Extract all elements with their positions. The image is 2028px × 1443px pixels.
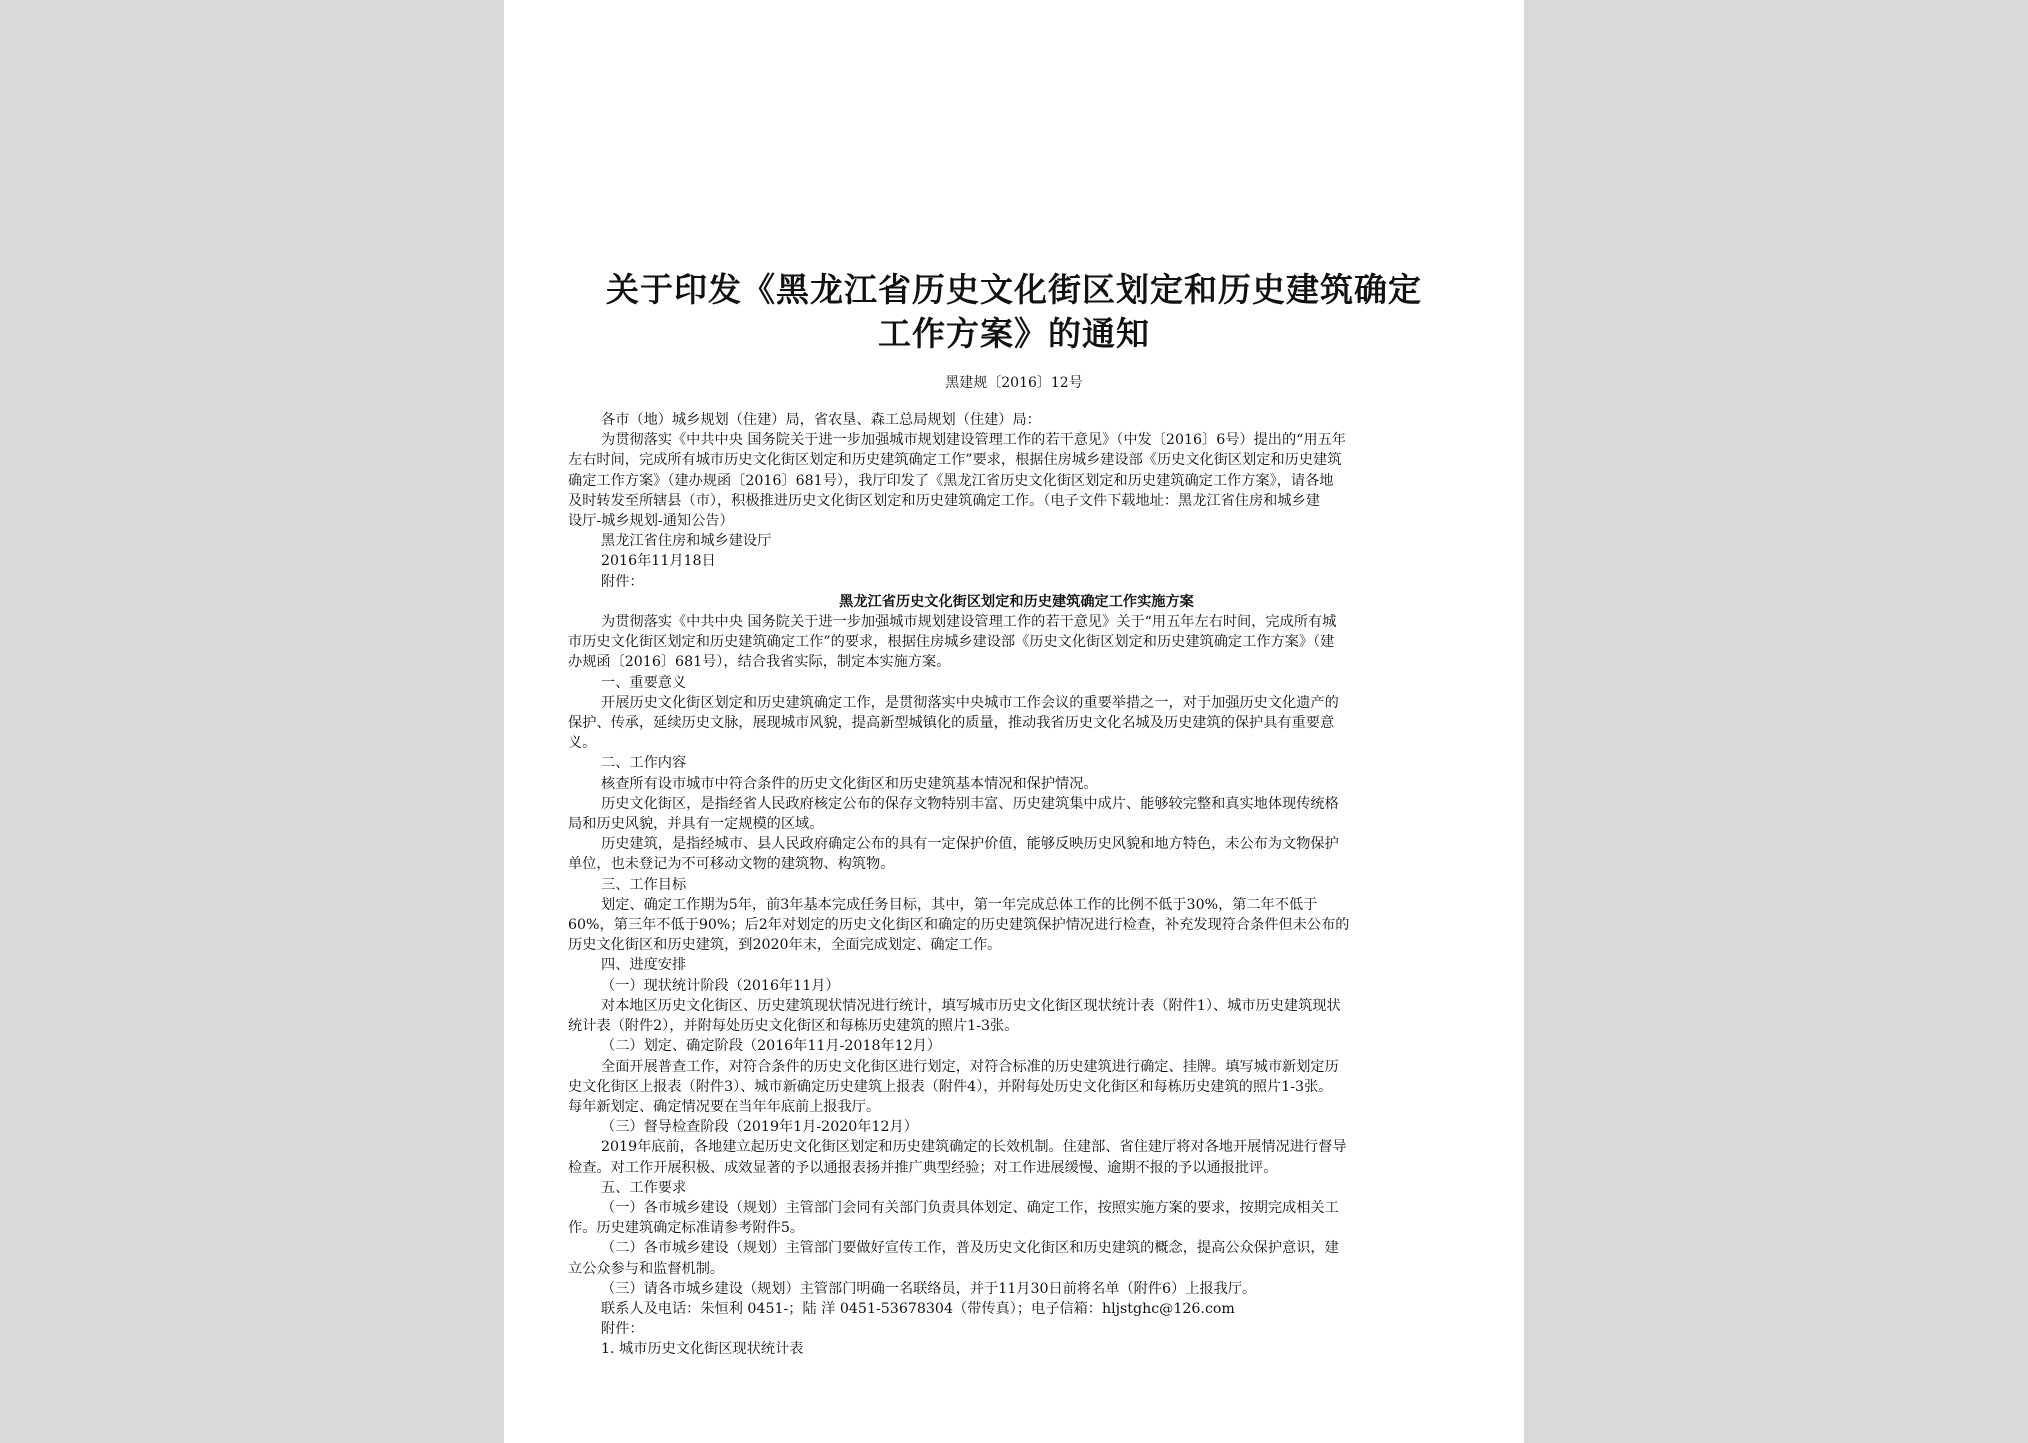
body-line: 历史文化街区，是指经省人民政府核定公布的保存文物特别丰富、历史建筑集中成片、能够较完整和真实地体现传统格	[601, 795, 1339, 812]
body-line: 各市（地）城乡规划（住建）局，省农垦、森工总局规划（住建）局：	[601, 412, 1041, 428]
body-line: 保护、传承，延续历史文脉，展现城市风貌，提高新型城镇化的质量，推动我省历史文化名城及历史建筑的保护具有重要意	[568, 715, 1335, 732]
title-line-2: 工作方案》的通知	[878, 314, 1150, 353]
body-line: 2019年底前，各地建立起历史文化街区划定和历史建筑确定的长效机制。住建部、省住建厅将对各地开展情况进行督导	[601, 1139, 1347, 1156]
body-line: 办规函〔2016〕681号），结合我省实际，制定本实施方案。	[568, 654, 951, 671]
body-line: 核查所有设市城市中符合条件的历史文化街区和历史建筑基本情况和保护情况。	[601, 775, 1098, 792]
body-line: （二）各市城乡建设（规划）主管部门要做好宣传工作，普及历史文化街区和历史建筑的概念，提高公众保护意识，建	[601, 1240, 1339, 1257]
section-heading: 黑龙江省历史文化街区划定和历史建筑确定工作实施方案	[839, 593, 1194, 610]
body-line: 三、工作目标	[601, 876, 687, 893]
title-line-1: 关于印发《黑龙江省历史文化街区划定和历史建筑确定	[606, 270, 1422, 309]
body-line: 及时转发至所辖县（市），积极推进历史文化街区划定和历史建筑确定工作。（电子文件下载地址：黑龙江省住房和城乡建	[568, 492, 1320, 509]
document-title	[504, 268, 1524, 356]
body-line: 黑龙江省住房和城乡建设厅	[601, 533, 772, 550]
body-line: 二、工作内容	[601, 755, 687, 772]
body-line: 作。历史建筑确定标准请参考附件5。	[568, 1220, 805, 1237]
body-line: （三）督导检查阶段（2019年1月-2020年12月）	[601, 1119, 918, 1136]
body-line: 开展历史文化街区划定和历史建筑确定工作，是贯彻落实中央城市工作会议的重要举措之一，对于加强历史文化遗产的	[601, 694, 1339, 711]
body-line: （二）划定、确定阶段（2016年11月-2018年12月）	[601, 1038, 942, 1055]
body-line: 左右时间，完成所有城市历史文化街区划定和历史建筑确定工作”要求，根据住房城乡建设部《历史文化街区划定和历史建筑	[568, 452, 1342, 469]
body-line: 60%，第三年不低于90%；后2年对划定的历史文化街区和确定的历史建筑保护情况进行检查，补充发现符合条件但未公布的	[568, 917, 1350, 934]
body-line: 附件：	[601, 1321, 644, 1338]
body-line: 2016年11月18日	[601, 553, 716, 570]
body-line: 五、工作要求	[601, 1179, 687, 1196]
body-line: 每年新划定、确定情况要在当年年底前上报我厅。	[568, 1098, 881, 1115]
body-line: 划定、确定工作期为5年，前3年基本完成任务目标，其中，第一年完成总体工作的比例不低于30%，第二年不低于	[601, 896, 1318, 913]
document-page	[504, 0, 1524, 1443]
body-line: 义。	[568, 735, 597, 752]
body-line: 确定工作方案》（建办规函〔2016〕681号），我厅印发了《黑龙江省历史文化街区划定和历史建筑确定工作方案》，请各地	[568, 472, 1334, 489]
body-line: 历史文化街区和历史建筑，到2020年末，全面完成划定、确定工作。	[568, 937, 1002, 954]
body-line: 单位，也未登记为不可移动文物的建筑物、构筑物。	[568, 856, 895, 873]
body-line: 市历史文化街区划定和历史建筑确定工作”的要求，根据住房城乡建设部《历史文化街区划定和历史建筑确定工作方案》（建	[568, 634, 1335, 651]
body-line: （一）各市城乡建设（规划）主管部门会同有关部门负责具体划定、确定工作，按照实施方案的要求，按期完成相关工	[601, 1199, 1339, 1216]
body-line: 附件：	[601, 573, 644, 590]
body-line: 1. 城市历史文化街区现状统计表	[601, 1341, 804, 1358]
body-line: 对本地区历史文化街区、历史建筑现状情况进行统计，填写城市历史文化街区现状统计表（附件1）、城市历史建筑现状	[601, 997, 1341, 1014]
body-line: 史文化街区上报表（附件3）、城市新确定历史建筑上报表（附件4），并附每处历史文化街区和每栋历史建筑的照片1-3张。	[568, 1078, 1333, 1095]
body-line: 一、重要意义	[601, 674, 687, 691]
body-line: 检查。对工作开展积极、成效显著的予以通报表扬并推广典型经验；对工作进展缓慢、逾期不报的予以通报批评。	[568, 1159, 1278, 1176]
body-line: （一）现状统计阶段（2016年11月）	[601, 977, 840, 994]
body-line: 全面开展普查工作，对符合条件的历史文化街区进行划定，对符合标准的历史建筑进行确定、挂牌。填写城市新划定历	[601, 1058, 1339, 1075]
document-body	[568, 410, 1465, 1360]
body-line: 四、进度安排	[601, 957, 687, 974]
body-line: 设厅-城乡规划-通知公告）	[568, 513, 734, 530]
body-line: 为贯彻落实《中共中央 国务院关于进一步加强城市规划建设管理工作的若干意见》（中发〔2016〕6号）提出的“用五年	[601, 432, 1346, 449]
body-line: （三）请各市城乡建设（规划）主管部门明确一名联络员，并于11月30日前将名单（附件6）上报我厅。	[601, 1280, 1257, 1297]
body-line: 立公众参与和监督机制。	[568, 1260, 725, 1277]
body-line: 历史建筑，是指经城市、县人民政府确定公布的具有一定保护价值，能够反映历史风貌和地方特色，未公布为文物保护	[601, 836, 1339, 853]
body-line: 联系人及电话：朱恒利 0451-；陆 洋 0451-53678304（带传真）；电子信箱：hljstghc@126.com	[601, 1300, 1235, 1317]
body-line: 为贯彻落实《中共中央 国务院关于进一步加强城市规划建设管理工作的若干意见》关于“用五年左右时间，完成所有城	[601, 614, 1337, 631]
body-line: 统计表（附件2），并附每处历史文化街区和每栋历史建筑的照片1-3张。	[568, 1018, 1019, 1035]
document-number: 黑建规〔2016〕12号	[945, 375, 1083, 391]
body-line: 局和历史风貌，并具有一定规模的区域。	[568, 816, 824, 833]
